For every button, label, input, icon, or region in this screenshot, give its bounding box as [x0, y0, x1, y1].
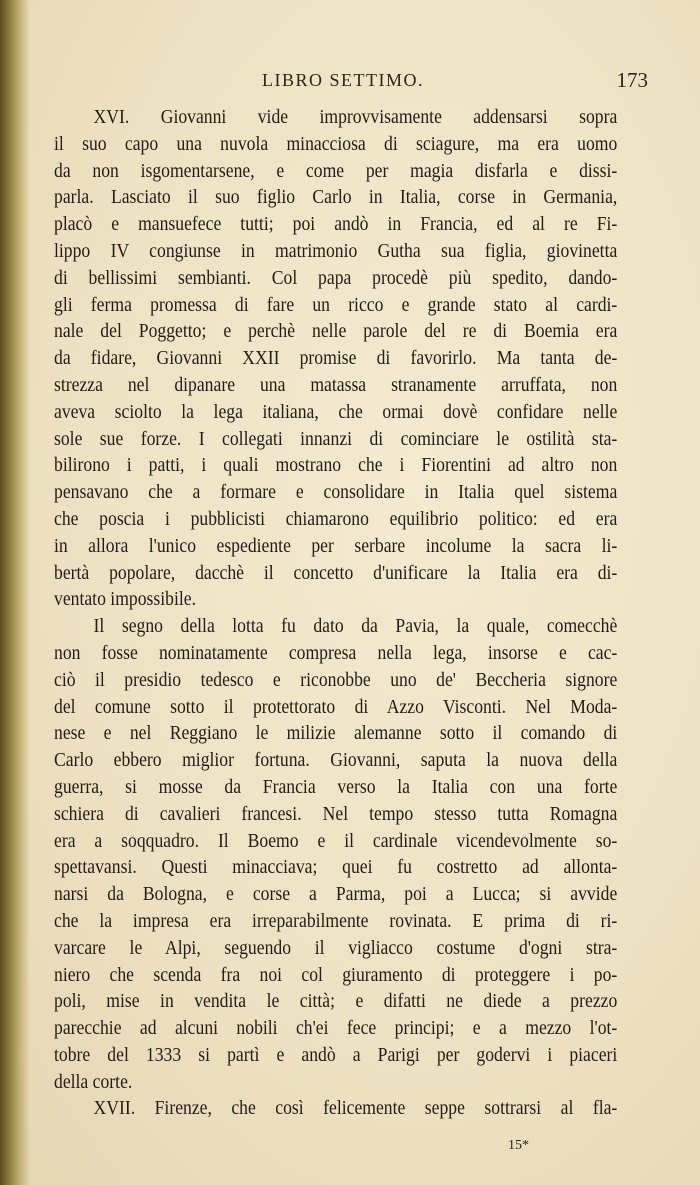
- running-title: LIBRO SETTIMO.: [262, 70, 424, 90]
- text-line: placò e mansuefece tutti; poi andò in Francia, ed al re Fi-: [54, 213, 618, 236]
- text-line: della corte.: [54, 1070, 133, 1093]
- signature-mark: 15*: [508, 1138, 529, 1153]
- text-line: lippo IV congiunse in matrimonio Gutha sua figlia, giovinetta: [54, 239, 618, 262]
- text-line: guerra, si mosse da Francia verso la Italia con una forte: [54, 775, 618, 798]
- text-line: nale del Poggetto; e perchè nelle parole del re di Boemia era: [54, 320, 618, 343]
- text-line: narsi da Bologna, e corse a Parma, poi a Lucca; si avvide: [54, 883, 618, 906]
- text-line: Il segno della lotta fu dato da Pavia, la quale, comecchè: [93, 615, 618, 638]
- text-line: era a soqquadro. Il Boemo e il cardinale vicendevolmente so-: [54, 829, 618, 852]
- text-line: che poscia i pubblicisti chiamarono equilibrio politico: ed era: [54, 507, 618, 530]
- text-line: ventato impossibile.: [54, 588, 197, 611]
- text-line: aveva sciolto la lega italiana, che ormai dovè confidare nelle: [54, 400, 618, 423]
- text-line: gli ferma promessa di fare un ricco e grande stato al cardi-: [54, 293, 618, 316]
- text-line: Carlo ebbero miglior fortuna. Giovanni, saputa la nuova della: [54, 749, 618, 772]
- text-line: di bellissimi sembianti. Col papa procedè più spedito, dando-: [54, 266, 618, 289]
- text-line: ciò il presidio tedesco e riconobbe uno de' Beccheria signore: [54, 668, 618, 691]
- text-line: da fidare, Giovanni XXII promise di favorirlo. Ma tanta de-: [54, 347, 618, 370]
- text-line: nese e nel Reggiano le milizie alemanne sotto il comando di: [54, 722, 618, 745]
- text-line: del comune sotto il protettorato di Azzo Visconti. Nel Moda-: [54, 695, 618, 718]
- text-line: non fosse nominatamente compresa nella lega, insorse e cac-: [54, 641, 618, 664]
- text-line: schiera di cavalieri francesi. Nel tempo stesso tutta Romagna: [54, 802, 618, 825]
- text-line: pensavano che a formare e consolidare in Italia quel sistema: [54, 481, 618, 504]
- text-line: tobre del 1333 si partì e andò a Parigi per godervi i piaceri: [54, 1043, 618, 1066]
- text-line: poli, mise in vendita le città; e difatti ne diede a prezzo: [54, 990, 618, 1013]
- text-line: sole sue forze. I collegati innanzi di cominciare le ostilità sta-: [54, 427, 618, 450]
- text-line: che la impresa era irreparabilmente rovinata. E prima di ri-: [54, 909, 618, 932]
- body-text: [54, 104, 617, 1122]
- text-line: da non isgomentarsene, e come per magia disfarla e dissi-: [54, 159, 618, 182]
- page-number: 173: [616, 68, 648, 92]
- text-line: bertà popolare, dacchè il concetto d'unificare la Italia era di-: [54, 561, 618, 584]
- book-spine-shadow: [0, 0, 30, 1185]
- text-line: strezza nel dipanare una matassa stranamente arruffata, non: [54, 373, 618, 396]
- text-line: parecchie ad alcuni nobili ch'ei fece principi; e a mezzo l'ot-: [54, 1017, 618, 1040]
- text-line: niero che scenda fra noi col giuramento di proteggere i po-: [54, 963, 618, 986]
- text-line: in allora l'unico espediente per serbare incolume la sacra li-: [54, 534, 618, 557]
- text-line: spettavansi. Questi minacciava; quei fu costretto ad allonta-: [54, 856, 618, 879]
- text-line: bilirono i patti, i quali mostrano che i Fiorentini ad altro non: [54, 454, 618, 477]
- text-line: XVII. Firenze, che così felicemente seppe sottrarsi al fla-: [93, 1097, 618, 1120]
- text-line: il suo capo una nuvola minacciosa di sciagure, ma era uomo: [54, 132, 618, 155]
- text-line: varcare le Alpi, seguendo il vigliacco costume d'ogni stra-: [54, 936, 618, 959]
- text-line: XVI. Giovanni vide improvvisamente addensarsi sopra: [93, 106, 618, 128]
- text-line: parla. Lasciato il suo figlio Carlo in Italia, corse in Germania,: [54, 186, 618, 209]
